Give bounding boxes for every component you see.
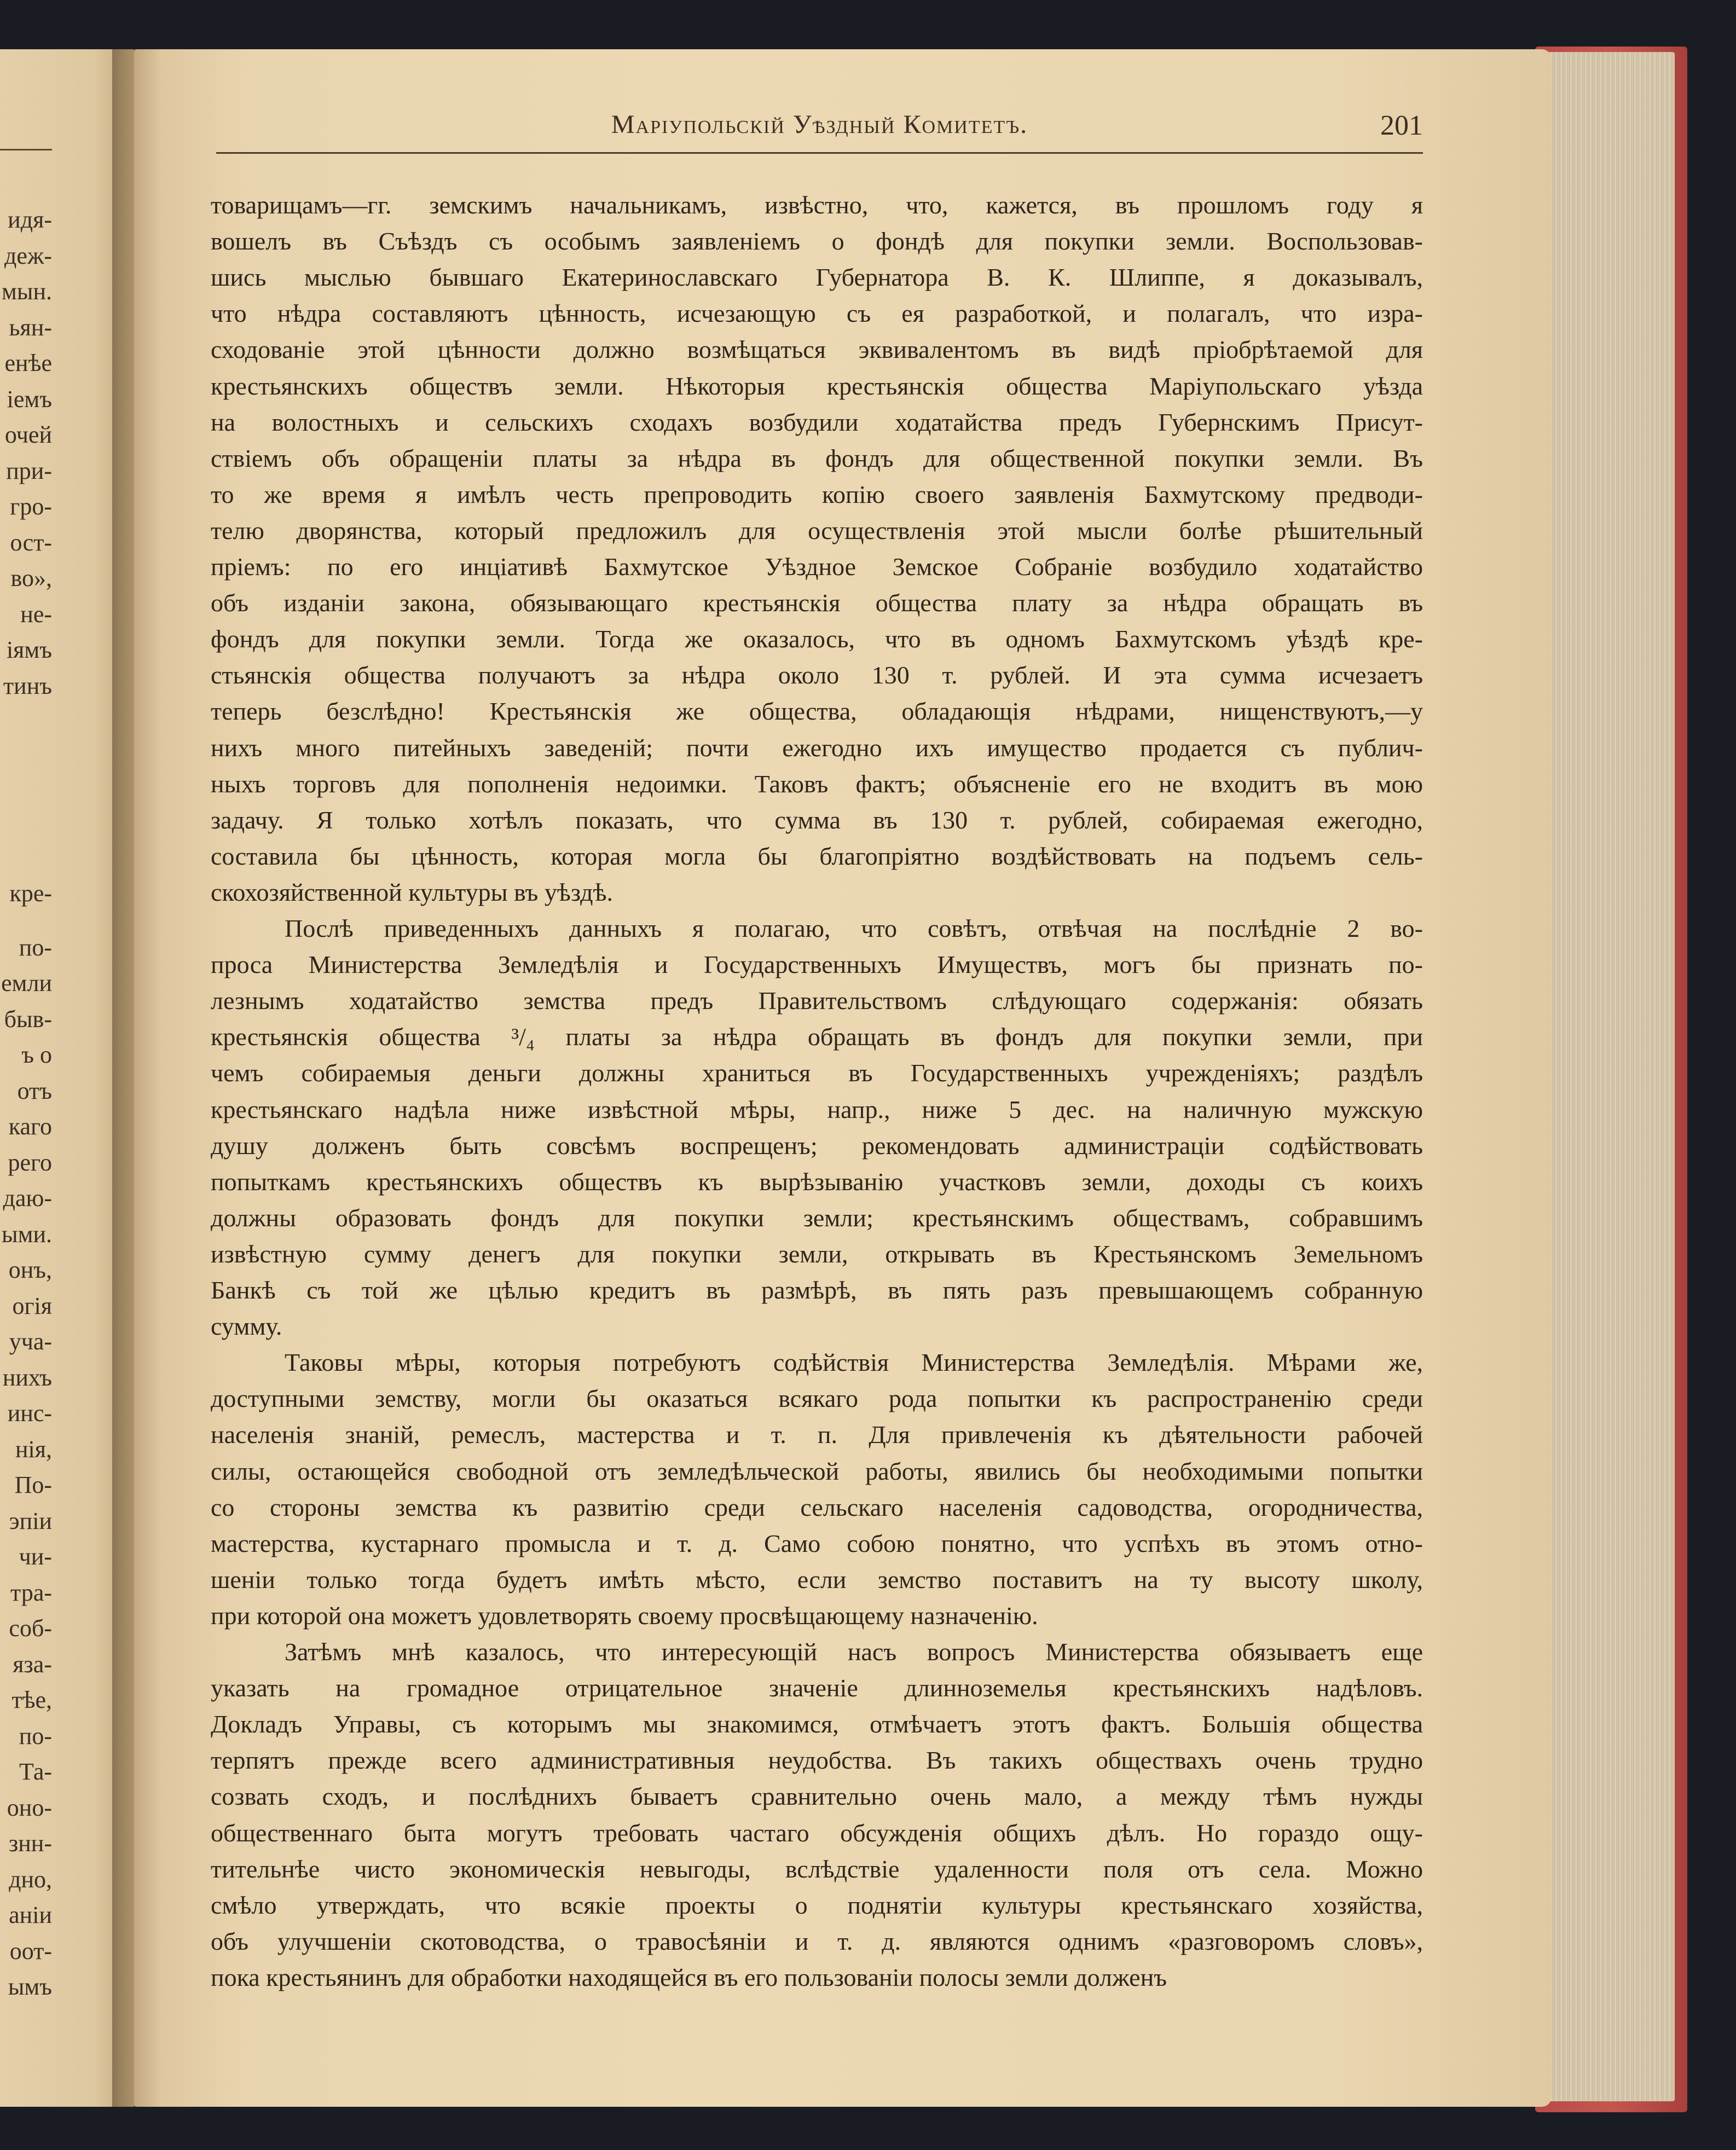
text-line: Докладъ Управы, съ которымъ мы знакомимся, отмѣчаетъ этотъ фактъ. Большія общества: [211, 1710, 1423, 1738]
text-line: объ изданіи закона, обязывающаго крестьянскія общества плату за нѣдра обращать въ: [211, 589, 1423, 617]
text-line: крестьянскія общества ³/₄ платы за нѣдра обращать въ фондъ для покупки земли, при: [211, 1023, 1423, 1051]
left-page-fragment: отъ: [17, 1077, 52, 1104]
text-line: извѣстную сумму денегъ для покупки земли, открывать въ Крестьянскомъ Земельномъ: [211, 1239, 1423, 1268]
left-page-fragment: тинъ: [3, 672, 52, 699]
text-line: населенія знаній, ремеслъ, мастерства и т. п. Для привлеченія къ дѣятельности рабочей: [211, 1421, 1423, 1449]
book-gutter-shadow: [112, 49, 161, 2107]
text-line: сходованіе этой цѣнности должно возмѣщаться эквивалентомъ въ видѣ пріобрѣтаемой для: [211, 335, 1423, 364]
text-line: ныхъ торговъ для пополненія недоимки. Таковъ фактъ; объясненіе его не входитъ въ мою: [211, 769, 1423, 798]
left-page-fragment: емли: [1, 970, 52, 997]
text-line: при которой она можетъ удовлетворять своему просвѣщающему назначенію.: [211, 1601, 1038, 1630]
page-number: 201: [1380, 110, 1423, 141]
text-line: объ улучшеніи скотоводства, о травосѣяніи и т. д. являются однимъ «разговоромъ словъ»,: [211, 1927, 1423, 1955]
left-page-fragment: ыми.: [2, 1220, 52, 1248]
text-line: на волостныхъ и сельскихъ сходахъ возбудили ходатайства предъ Губернскимъ Присут-: [211, 408, 1423, 436]
left-page-fragment: не-: [20, 600, 52, 628]
left-page-fragment: деж-: [4, 242, 52, 269]
left-page-fragment: при-: [6, 457, 52, 484]
text-line: вошелъ въ Съѣздъ съ особымъ заявленіемъ о фондѣ для покупки земли. Воспользовав-: [211, 227, 1423, 256]
left-page-fragment: инс-: [7, 1400, 52, 1427]
text-line: то же время я имѣлъ честь препроводить копію своего заявленія Бахмутскому предводи-: [211, 480, 1423, 508]
text-line: силы, остающейся свободной отъ земледѣльческой работы, явились бы необходимыми попытки: [211, 1457, 1423, 1485]
left-page-fragment: Та-: [19, 1758, 52, 1786]
left-page-fragment: оот-: [9, 1937, 52, 1964]
left-page-fragment: мын.: [2, 278, 52, 305]
text-line: нихъ много питейныхъ заведеній; почти ежегодно ихъ имущество продается съ публич-: [211, 733, 1423, 762]
text-line: товарищамъ—гг. земскимъ начальникамъ, извѣстно, что, кажется, въ прошломъ году я: [211, 191, 1423, 219]
left-page-fragment: по-: [19, 934, 52, 961]
text-line: созвать сходъ, и послѣднихъ бываетъ сравнительно очень мало, а между тѣмъ нужды: [211, 1782, 1423, 1811]
text-line: попыткамъ крестьянскихъ обществъ къ вырѣзыванію участковъ земли, доходы съ коихъ: [211, 1167, 1423, 1196]
left-page-fragment: аніи: [9, 1902, 52, 1929]
left-page-fragment: ьян-: [9, 314, 52, 341]
text-line: общественнаго быта могутъ требовать частаго обсужденія общихъ дѣлъ. Но гораздо ощу-: [211, 1818, 1423, 1847]
left-page-fragment: огія: [12, 1292, 52, 1319]
text-line: телю дворянства, который предложилъ для осуществленія этой мысли болѣе рѣшительный: [211, 516, 1423, 544]
text-line: что нѣдра составляютъ цѣнность, исчезающую съ ея разработкой, и полагалъ, что изра-: [211, 299, 1423, 328]
text-line: указать на громадное отрицательное значеніе длинноземелья крестьянскихъ надѣловъ.: [211, 1674, 1423, 1702]
header-rule: [216, 152, 1423, 154]
text-line: теперь безслѣдно! Крестьянскія же общества, обладающія нѣдрами, нищенствуютъ,—у: [211, 697, 1423, 726]
text-line: крестьянскихъ обществъ земли. Нѣкоторыя крестьянскія общества Маріупольскаго уѣзда: [211, 372, 1423, 400]
text-line: должны образовать фондъ для покупки земли; крестьянскимъ обществамъ, собравшимъ: [211, 1203, 1423, 1232]
left-page-fragment: іямъ: [6, 636, 52, 663]
text-line: стьянскія общества получаютъ за нѣдра около 130 т. рублей. И эта сумма исчезаетъ: [211, 661, 1423, 689]
left-page-fragment: енѣе: [4, 350, 52, 376]
left-page-fragment: нихъ: [2, 1364, 52, 1391]
left-page-fragment: дно,: [9, 1865, 52, 1893]
left-page-fragment: по-: [19, 1722, 52, 1749]
left-page-fragment: іемъ: [7, 385, 52, 413]
left-page-fragment: быв-: [4, 1005, 52, 1033]
left-page-fragment: идя-: [8, 206, 52, 233]
left-page-fragment: нія,: [15, 1435, 52, 1463]
left-page-fragment: ымъ: [8, 1973, 52, 2001]
text-line: Послѣ приведенныхъ данныхъ я полагаю, что совѣтъ, отвѣчая на послѣдніе 2 во-: [285, 914, 1423, 942]
text-line: проса Министерства Земледѣлія и Государственныхъ Имуществъ, могъ бы признать по-: [211, 951, 1423, 979]
text-line: пока крестьянинъ для обработки находящейся въ его пользованіи полосы земли долженъ: [211, 1963, 1167, 1991]
left-page-fragment: рего: [8, 1149, 52, 1176]
text-line: пріемъ: по его инціативѣ Бахмутское Уѣздное Земское Собраніе возбудило ходатайство: [211, 553, 1423, 581]
left-page-fragment: даю-: [3, 1185, 52, 1212]
text-line: скохозяйственной культуры въ уѣздѣ.: [211, 878, 614, 906]
left-page-fragment: тра-: [10, 1579, 52, 1606]
left-page-fragment: соб-: [9, 1615, 52, 1642]
running-head: Маріупольскій Уѣздный Комитетъ.: [611, 110, 1028, 139]
text-line: душу долженъ быть совсѣмъ воспрещенъ; рекомендовать администраціи содѣйствовать: [211, 1131, 1423, 1160]
text-line: лезнымъ ходатайство земства предъ Правительствомъ слѣдующаго содержанія: обязать: [211, 987, 1423, 1015]
left-page-fragment: каго: [8, 1113, 52, 1140]
text-line: тительнѣе чисто экономическія невыгоды, вслѣдствіе удаленности поля отъ села. Можно: [211, 1855, 1423, 1883]
left-page-fragment: эпіи: [9, 1507, 52, 1534]
left-page-fragment: ъ о: [21, 1041, 52, 1069]
text-line: шись мыслью бывшаго Екатеринославскаго Губернатора В. К. Шлиппе, я доказывалъ,: [211, 263, 1423, 292]
left-page-fragment: гро-: [10, 493, 52, 520]
left-page-fragment: во»,: [10, 565, 52, 592]
text-line: терпятъ прежде всего административныя неудобства. Въ такихъ обществахъ очень трудно: [211, 1746, 1423, 1775]
left-page-fragment: знн-: [8, 1830, 52, 1857]
left-page-fragment: По-: [14, 1471, 52, 1499]
page-header: [216, 109, 1423, 148]
text-line: смѣло утверждать, что всякіе проекты о поднятіи культуры крестьянскаго хозяйства,: [211, 1891, 1423, 1919]
text-line: чемъ собираемыя деньги должны храниться въ Государственныхъ учрежденіяхъ; раздѣлъ: [211, 1059, 1423, 1087]
text-line: Банкѣ съ той же цѣлью кредитъ въ размѣрѣ, въ пять разъ превышающемъ собранную: [211, 1276, 1423, 1304]
left-page-fragment: оно-: [7, 1794, 52, 1821]
left-page-fragment: очей: [4, 421, 52, 448]
text-line: Затѣмъ мнѣ казалось, что интересующій насъ вопросъ Министерства обязываетъ еще: [285, 1638, 1423, 1666]
left-page-fragment: кре-: [9, 880, 52, 907]
text-line: фондъ для покупки земли. Тогда же оказалось, что въ одномъ Бахмутскомъ уѣздѣ кре-: [211, 625, 1423, 653]
text-line: крестьянскаго надѣла ниже извѣстной мѣры, напр., ниже 5 дес. на наличную мужскую: [211, 1095, 1423, 1123]
text-line: составила бы цѣнность, которая могла бы благопріятно воздѣйствовать на подъемъ сель-: [211, 842, 1423, 870]
text-line: ствіемъ объ обращеніи платы за нѣдра въ фондъ для общественной покупки земли. Въ: [211, 444, 1423, 472]
text-line: сумму.: [211, 1312, 282, 1341]
left-page-fragment: онъ,: [8, 1256, 52, 1284]
left-page-fragment: уча-: [9, 1328, 52, 1355]
text-line: задачу. Я только хотѣлъ показать, что сумма въ 130 т. рублей, собираемая ежегодно,: [211, 805, 1423, 834]
text-line: шеніи только тогда будетъ имѣть мѣсто, если земство поставитъ на ту высоту школу,: [211, 1565, 1423, 1593]
text-line: доступными земству, могли бы оказаться всякаго рода попытки къ распространенію среди: [211, 1384, 1423, 1413]
page-edges: [1543, 52, 1675, 2101]
text-line: Таковы мѣры, которыя потребуютъ содѣйствія Министерства Земледѣлія. Мѣрами же,: [285, 1348, 1423, 1377]
text-line: мастерства, кустарнаго промысла и т. д. Само собою понятно, что успѣхъ въ этомъ отно-: [211, 1529, 1423, 1557]
left-page-fragment: чи-: [19, 1543, 52, 1571]
left-page-fragment: яза-: [13, 1650, 52, 1678]
left-page-fragment: ост-: [10, 529, 52, 556]
left-page-header-rule: [0, 149, 52, 150]
text-line: со стороны земства къ развитію среди сельскаго населенія садоводства, огородничества,: [211, 1493, 1423, 1521]
left-page-fragment: тѣе,: [11, 1687, 52, 1714]
